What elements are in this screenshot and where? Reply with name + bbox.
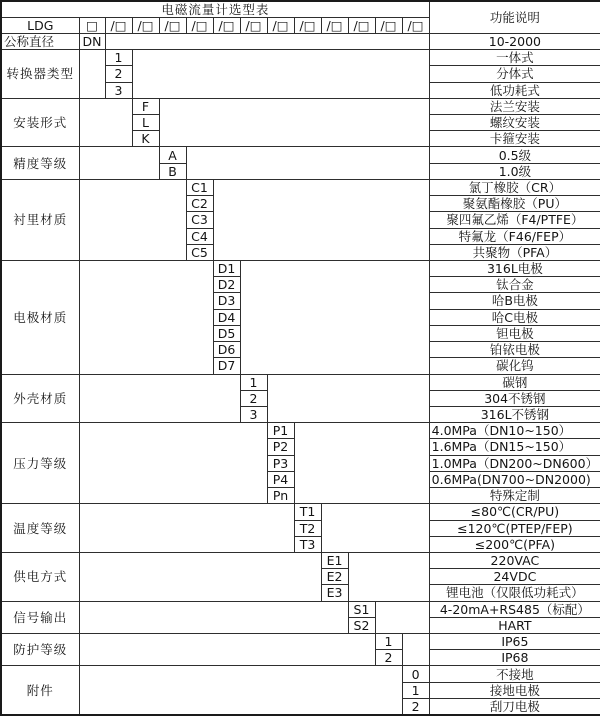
code-cell: 2 bbox=[240, 390, 267, 406]
function-cell: 螺纹安装 bbox=[429, 115, 600, 131]
category-label: 供电方式 bbox=[1, 552, 79, 601]
option-row bbox=[1, 50, 600, 66]
option-row bbox=[1, 98, 600, 114]
code-cell: DN bbox=[79, 33, 105, 49]
category-label: 附件 bbox=[1, 666, 79, 715]
code-cell: 0 bbox=[402, 666, 429, 682]
empty-area bbox=[105, 33, 429, 49]
model-code-slot: /□ bbox=[402, 17, 429, 33]
empty-area bbox=[79, 666, 402, 715]
code-cell: D4 bbox=[213, 309, 240, 325]
code-cell: D5 bbox=[213, 325, 240, 341]
code-cell: P1 bbox=[267, 423, 294, 439]
option-row bbox=[1, 601, 600, 617]
empty-area bbox=[159, 98, 429, 147]
category-label: 转换器类型 bbox=[1, 50, 79, 99]
model-box-slot: □ bbox=[79, 17, 105, 33]
code-cell: C2 bbox=[186, 196, 213, 212]
function-cell: 哈C电极 bbox=[429, 309, 600, 325]
model-code-slot: /□ bbox=[213, 17, 240, 33]
empty-area bbox=[402, 634, 429, 666]
empty-area bbox=[79, 423, 267, 504]
code-cell: L bbox=[132, 115, 159, 131]
code-cell: P2 bbox=[267, 439, 294, 455]
empty-area bbox=[79, 504, 294, 553]
code-cell: 1 bbox=[402, 682, 429, 698]
model-code-slot: /□ bbox=[132, 17, 159, 33]
code-cell: 1 bbox=[240, 374, 267, 390]
option-row bbox=[1, 374, 600, 390]
category-label: 电极材质 bbox=[1, 261, 79, 375]
model-code-slot: /□ bbox=[159, 17, 186, 33]
empty-area bbox=[375, 601, 429, 633]
function-cell: 316L不锈钢 bbox=[429, 406, 600, 422]
code-cell: 3 bbox=[240, 406, 267, 422]
option-row bbox=[1, 147, 600, 163]
code-cell: B bbox=[159, 163, 186, 179]
function-column-header: 功能说明 bbox=[429, 1, 600, 33]
function-cell: IP65 bbox=[429, 634, 600, 650]
function-cell: 氯丁橡胶（CR） bbox=[429, 179, 600, 195]
function-cell: 铂铱电极 bbox=[429, 342, 600, 358]
function-cell: 一体式 bbox=[429, 50, 600, 66]
code-cell: E2 bbox=[321, 569, 348, 585]
empty-area bbox=[79, 634, 375, 666]
code-cell: T2 bbox=[294, 520, 321, 536]
option-row bbox=[1, 33, 600, 49]
function-cell: ≤120℃(PTEP/FEP) bbox=[429, 520, 600, 536]
code-cell: C5 bbox=[186, 244, 213, 260]
model-code-slot: /□ bbox=[375, 17, 402, 33]
function-cell: 不接地 bbox=[429, 666, 600, 682]
empty-area bbox=[79, 50, 105, 99]
function-cell: 哈B电极 bbox=[429, 293, 600, 309]
empty-area bbox=[213, 179, 429, 260]
function-cell: 1.0MPa（DN200~DN600） bbox=[429, 455, 600, 471]
function-cell: 共聚物（PFA） bbox=[429, 244, 600, 260]
empty-area bbox=[79, 147, 159, 179]
option-row bbox=[1, 261, 600, 277]
function-cell: 钽电极 bbox=[429, 325, 600, 341]
function-cell: 1.6MPa（DN15~150） bbox=[429, 439, 600, 455]
code-cell: P3 bbox=[267, 455, 294, 471]
function-cell: 接地电极 bbox=[429, 682, 600, 698]
category-label: 安装形式 bbox=[1, 98, 79, 147]
empty-area bbox=[267, 374, 429, 423]
model-code-slot: /□ bbox=[186, 17, 213, 33]
model-prefix: LDG bbox=[1, 17, 79, 33]
empty-area bbox=[79, 261, 213, 375]
option-row bbox=[1, 552, 600, 568]
category-label: 温度等级 bbox=[1, 504, 79, 553]
code-cell: D2 bbox=[213, 277, 240, 293]
code-cell: P4 bbox=[267, 471, 294, 487]
function-cell: 锂电池（仅限低功耗式） bbox=[429, 585, 600, 601]
code-cell: E1 bbox=[321, 552, 348, 568]
function-cell: 法兰安装 bbox=[429, 98, 600, 114]
option-row bbox=[1, 634, 600, 650]
model-code-slot: /□ bbox=[294, 17, 321, 33]
function-cell: 4.0MPa（DN10~150） bbox=[429, 423, 600, 439]
option-row bbox=[1, 179, 600, 195]
category-label: 外壳材质 bbox=[1, 374, 79, 423]
function-cell: IP68 bbox=[429, 650, 600, 666]
code-cell: S2 bbox=[348, 617, 375, 633]
function-cell: 刮刀电极 bbox=[429, 698, 600, 715]
model-code-slot: /□ bbox=[267, 17, 294, 33]
code-cell: 1 bbox=[105, 50, 132, 66]
category-label: 公称直径 bbox=[1, 33, 79, 49]
empty-area bbox=[79, 552, 321, 601]
function-cell: 低功耗式 bbox=[429, 82, 600, 98]
empty-area bbox=[79, 179, 186, 260]
code-cell: K bbox=[132, 131, 159, 147]
function-cell: HART bbox=[429, 617, 600, 633]
function-cell: 卡箍安装 bbox=[429, 131, 600, 147]
function-cell: 220VAC bbox=[429, 552, 600, 568]
empty-area bbox=[348, 552, 429, 601]
code-cell: D7 bbox=[213, 358, 240, 374]
code-cell: E3 bbox=[321, 585, 348, 601]
category-label: 衬里材质 bbox=[1, 179, 79, 260]
code-cell: D1 bbox=[213, 261, 240, 277]
category-label: 压力等级 bbox=[1, 423, 79, 504]
code-cell: T1 bbox=[294, 504, 321, 520]
model-code-slot: /□ bbox=[105, 17, 132, 33]
function-cell: 0.6MPa(DN700~DN2000) bbox=[429, 471, 600, 487]
code-cell: S1 bbox=[348, 601, 375, 617]
empty-area bbox=[240, 261, 429, 375]
category-label: 信号输出 bbox=[1, 601, 79, 633]
function-cell: 304不锈钢 bbox=[429, 390, 600, 406]
model-code-slot: /□ bbox=[321, 17, 348, 33]
code-cell: A bbox=[159, 147, 186, 163]
function-cell: 碳化钨 bbox=[429, 358, 600, 374]
code-cell: 3 bbox=[105, 82, 132, 98]
empty-area bbox=[79, 98, 132, 147]
function-cell: 碳钢 bbox=[429, 374, 600, 390]
function-cell: 钛合金 bbox=[429, 277, 600, 293]
category-label: 精度等级 bbox=[1, 147, 79, 179]
code-cell: D3 bbox=[213, 293, 240, 309]
function-cell: ≤80℃(CR/PU) bbox=[429, 504, 600, 520]
option-row bbox=[1, 666, 600, 682]
code-cell: 2 bbox=[375, 650, 402, 666]
model-code-slot: /□ bbox=[348, 17, 375, 33]
page-title: 电磁流量计选型表 bbox=[1, 1, 429, 17]
function-cell: 10-2000 bbox=[429, 33, 600, 49]
code-cell: C4 bbox=[186, 228, 213, 244]
function-cell: 聚氨酯橡胶（PU） bbox=[429, 196, 600, 212]
function-cell: 316L电极 bbox=[429, 261, 600, 277]
function-cell: 4-20mA+RS485（标配） bbox=[429, 601, 600, 617]
code-cell: C1 bbox=[186, 179, 213, 195]
empty-area bbox=[79, 374, 240, 423]
empty-area bbox=[132, 50, 429, 99]
model-code-slot: /□ bbox=[240, 17, 267, 33]
code-cell: D6 bbox=[213, 342, 240, 358]
function-cell: 聚四氟乙烯（F4/PTFE） bbox=[429, 212, 600, 228]
code-cell: 1 bbox=[375, 634, 402, 650]
category-label: 防护等级 bbox=[1, 634, 79, 666]
empty-area bbox=[79, 601, 348, 633]
function-cell: 分体式 bbox=[429, 66, 600, 82]
function-cell: 特氟龙（F46/FEP） bbox=[429, 228, 600, 244]
empty-area bbox=[294, 423, 429, 504]
title-row bbox=[1, 1, 600, 17]
code-cell: Pn bbox=[267, 488, 294, 504]
option-row bbox=[1, 423, 600, 439]
function-cell: 特殊定制 bbox=[429, 488, 600, 504]
code-cell: 2 bbox=[105, 66, 132, 82]
empty-area bbox=[321, 504, 429, 553]
function-cell: ≤200℃(PFA) bbox=[429, 536, 600, 552]
function-cell: 24VDC bbox=[429, 569, 600, 585]
code-cell: F bbox=[132, 98, 159, 114]
empty-area bbox=[186, 147, 429, 179]
function-cell: 0.5级 bbox=[429, 147, 600, 163]
function-cell: 1.0级 bbox=[429, 163, 600, 179]
option-row bbox=[1, 504, 600, 520]
code-cell: T3 bbox=[294, 536, 321, 552]
code-cell: 2 bbox=[402, 698, 429, 715]
code-cell: C3 bbox=[186, 212, 213, 228]
